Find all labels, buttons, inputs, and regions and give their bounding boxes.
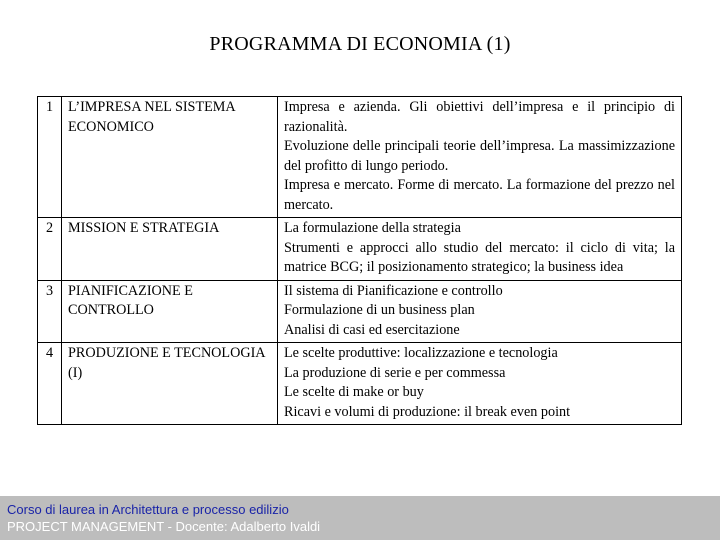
row-topic: PIANIFICAZIONE E CONTROLLO [62,280,278,343]
table-row [38,97,682,218]
row-topic: L’IMPRESA NEL SISTEMA ECONOMICO [62,97,278,218]
program-table [37,96,682,425]
row-number: 2 [38,218,62,281]
description-line: Ricavi e volumi di produzione: il break even point [284,403,571,420]
description-line: Impresa e azienda. Gli obiettivi dell’impresa e il principio di razionalità. [284,99,675,135]
footer-instructor: PROJECT MANAGEMENT - Docente: Adalberto Ivaldi [7,519,321,534]
row-description [278,218,682,281]
description-line: Le scelte produttive: localizzazione e tecnologia [284,345,558,361]
description-line: La produzione di serie e per commessa [284,364,506,381]
row-number: 1 [38,97,62,218]
row-description [278,343,682,425]
table-row [38,218,682,281]
description-line: Formulazione di un business plan [284,302,475,318]
description-line: Impresa e mercato. Forme di mercato. La formazione del prezzo nel mercato. [284,177,675,213]
table-row [38,280,682,343]
description-line: Il sistema di Pianificazione e controllo [284,282,503,299]
row-topic: PRODUZIONE E TECNOLOGIA (I) [62,343,278,425]
description-line: Strumenti e approcci allo studio del mercato: il ciclo di vita; la matrice BCG; il posizionamento strategico; la business idea [284,239,675,275]
description-line: Le scelte di make or buy [284,384,424,400]
row-description [278,97,682,218]
row-number: 3 [38,280,62,343]
footer-bar [0,496,720,540]
footer-course: Corso di laurea in Architettura e processo edilizio [7,502,289,517]
description-line: Analisi di casi ed esercitazione [284,321,460,338]
row-description [278,280,682,343]
table-row [38,343,682,425]
row-topic: MISSION E STRATEGIA [62,218,278,281]
page-title: PROGRAMMA DI ECONOMIA (1) [209,33,511,55]
description-line: Evoluzione delle principali teorie dell’impresa. La massimizzazione del profitto di lungo periodo. [284,138,675,174]
row-number: 4 [38,343,62,425]
description-line: La formulazione della strategia [284,220,461,236]
